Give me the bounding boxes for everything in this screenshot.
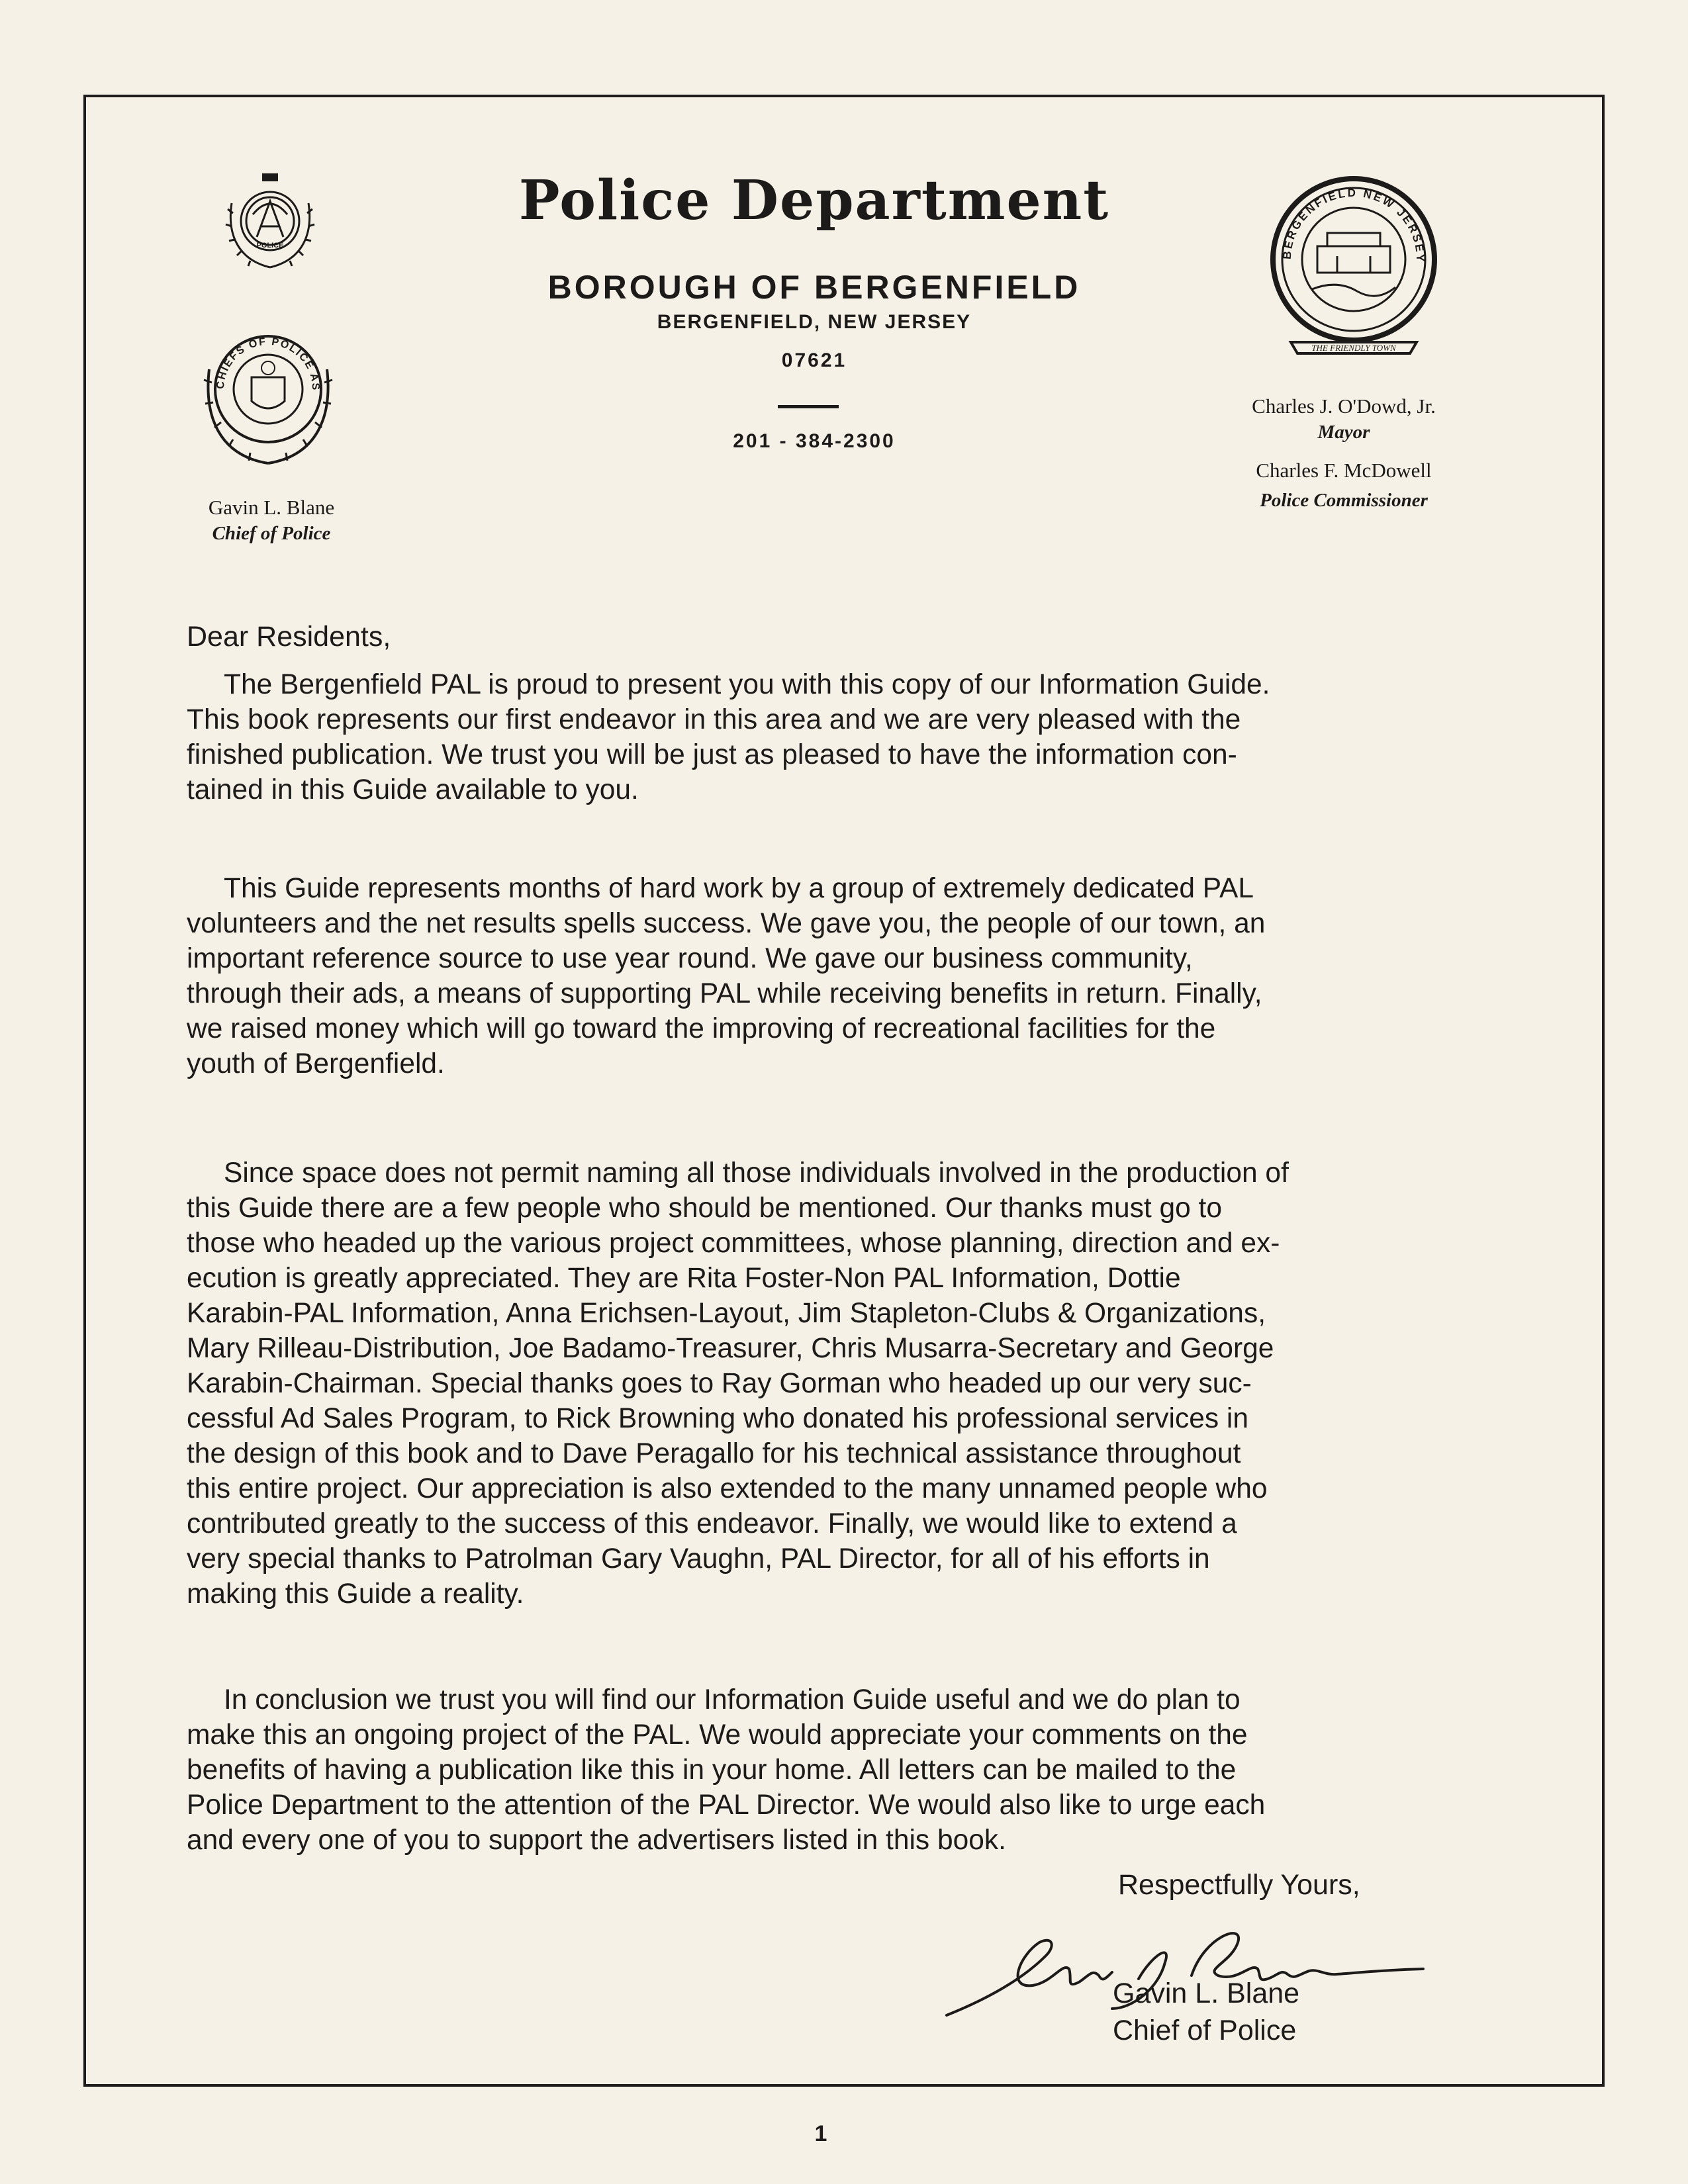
department-title: Police Department [518, 169, 1110, 232]
mayor-name: Charles J. O'Dowd, Jr. [1252, 394, 1436, 418]
letter-paragraph-4 [187, 1682, 1484, 1858]
signatory-block [1113, 1975, 1299, 2049]
page-number: 1 [814, 2121, 827, 2146]
paragraph-line: and every one of you to support the advertisers listed in this book. [187, 1825, 1006, 1856]
paragraph-line: youth of Bergenfield. [187, 1048, 445, 1079]
paragraph-line: volunteers and the net results spells success. We gave you, the people of our town, an [187, 908, 1266, 939]
zip-code: 07621 [781, 349, 847, 371]
paragraph-line: Mary Rilleau-Distribution, Joe Badamo-Treasurer, Chris Musarra-Secretary and George [187, 1333, 1274, 1364]
borough-seal-text: BERGENFIELD NEW JERSEY [1280, 186, 1427, 264]
letter-greeting: Dear Residents, [187, 621, 391, 653]
letter-closing: Respectfully Yours, [1118, 1869, 1360, 1901]
paragraph-line: tained in this Guide available to you. [187, 774, 639, 805]
borough-name: BOROUGH OF BERGENFIELD [547, 269, 1081, 306]
letterhead-divider [778, 405, 839, 408]
letter-paragraph-3 [187, 1156, 1484, 1612]
paragraph-line: ecution is greatly appreciated. They are Rita Foster-Non PAL Information, Dottie [187, 1263, 1181, 1294]
paragraph-line: Karabin-PAL Information, Anna Erichsen-Layout, Jim Stapleton-Clubs & Organizations, [187, 1298, 1266, 1329]
paragraph-line: this Guide there are a few people who should be mentioned. Our thanks must go to [187, 1193, 1222, 1224]
police-badge-icon [224, 173, 316, 273]
city-state: BERGENFIELD, NEW JERSEY [657, 311, 972, 333]
paragraph-line: this entire project. Our appreciation is also extended to the many unnamed people who [187, 1473, 1268, 1504]
letter-paragraph-1 [187, 667, 1484, 807]
paragraph-line: make this an ongoing project of the PAL. We would appreciate your comments on the [187, 1719, 1248, 1751]
signatory-name: Gavin L. Blane [1113, 1978, 1300, 2009]
paragraph-line: contributed greatly to the success of this endeavor. Finally, we would like to extend a [187, 1508, 1237, 1539]
paragraph-line: finished publication. We trust you will be just as pleased to have the information con- [187, 739, 1237, 770]
paragraph-line: The Bergenfield PAL is proud to present you with this copy of our Information Guide. [224, 669, 1270, 700]
paragraph-line: the design of this book and to Dave Peragallo for his technical assistance throughout [187, 1438, 1241, 1469]
letter-paragraph-2 [187, 871, 1484, 1081]
borough-seal-icon [1264, 173, 1443, 372]
paragraph-line: those who headed up the various project committees, whose planning, direction and ex- [187, 1228, 1280, 1259]
paragraph-line: Karabin-Chairman. Special thanks goes to Ray Gorman who headed up our very suc- [187, 1368, 1252, 1399]
mayor-title: Mayor [1317, 422, 1370, 443]
police-badge-text: POLICE [256, 242, 284, 250]
paragraph-line: Police Department to the attention of the PAL Director. We would also like to urge each [187, 1790, 1266, 1821]
chiefs-association-seal-text: CHIEFS OF POLICE ASSN OF N.J. [193, 308, 322, 392]
paragraph-line: we raised money which will go toward the improving of recreational facilities for the [187, 1013, 1216, 1044]
chief-name: Gavin L. Blane [208, 496, 335, 519]
commissioner-title: Police Commissioner [1260, 490, 1428, 511]
signatory-title: Chief of Police [1113, 2015, 1297, 2046]
paragraph-line: through their ads, a means of supporting PAL while receiving benefits in return. Finally, [187, 978, 1262, 1009]
paragraph-line: benefits of having a publication like this in your home. All letters can be mailed to the [187, 1754, 1237, 1786]
paragraph-line: very special thanks to Patrolman Gary Vaughn, PAL Director, for all of his efforts in [187, 1543, 1210, 1574]
paragraph-line: making this Guide a reality. [187, 1578, 524, 1610]
paragraph-line: cessful Ad Sales Program, to Rick Browning who donated his professional services in [187, 1403, 1248, 1434]
paragraph-line: This Guide represents months of hard work by a group of extremely dedicated PAL [224, 873, 1254, 904]
chief-title: Chief of Police [212, 523, 331, 544]
borough-seal-ribbon: THE FRIENDLY TOWN [1311, 343, 1396, 353]
paragraph-line: Since space does not permit naming all those individuals involved in the production of [224, 1158, 1289, 1189]
commissioner-name: Charles F. McDowell [1256, 459, 1432, 482]
paragraph-line: In conclusion we trust you will find our Information Guide useful and we do plan to [224, 1684, 1241, 1715]
paragraph-line: This book represents our first endeavor in this area and we are very pleased with the [187, 704, 1241, 735]
chiefs-association-seal-icon [193, 308, 338, 469]
phone-number: 201 - 384-2300 [733, 430, 896, 452]
paragraph-line: important reference source to use year round. We gave our business community, [187, 943, 1193, 974]
